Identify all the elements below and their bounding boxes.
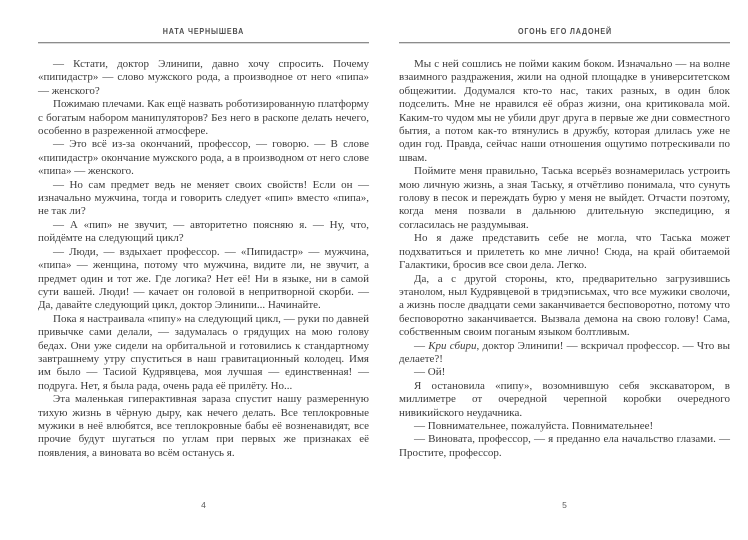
alien-phrase-italic: Кри сбири (428, 339, 477, 352)
paragraph: — Кстати, доктор Элинипи, давно хочу спросить. Почему «пипидастр» — слово мужского рода, а производное от него «пипа» — женского? (38, 58, 369, 97)
paragraph: — Но сам предмет ведь не меняет своих свойств! Если он — изначально мужчина, тогда и говорить следует «пип» вместо «пипа», не так ли? (38, 178, 369, 218)
left-header-rule (38, 42, 369, 44)
dialog-prefix: — (414, 339, 429, 352)
paragraph: — Виновата, профессор, — я преданно ела начальство глазами. — Простите, профессор. (399, 433, 730, 459)
left-running-header-text: НАТА ЧЕРНЫШЕВА (162, 26, 245, 36)
right-page-number: 5 (562, 500, 567, 510)
left-page-number: 4 (201, 500, 206, 510)
paragraph: — А «пип» не звучит, — авторитетно поясняю я. — Ну, что, пойдёмте на следующий цикл? (38, 218, 369, 245)
paragraph: Мы с ней сошлись не пойми каким боком. Изначально — на волне взаимного раздражения, жили на одной площадке в университетском общежитии. Додумался кто-то нас, таких разных, в один блок подселить. Мне не нравился её образ жизни, она критиковала мой. Каким-то чудом мы не убили друг друга в первые же дни совместного бытия, а потом как-то втянулись в дружбу, которая длилась уже не один год. Правда, сейчас наши отношения ощутимо потрескивали по швам. (399, 58, 730, 164)
paragraph: Поймите меня правильно, Таська всерьёз вознамерилась устроить мою личную жизнь, а зная Таську, я отчётливо понимала, что сунуть голову в песок и переждать бурю у меня не выйдет. Отчасти поэтому, когда меня позвали в дальнюю длительную экспедицию, я согласилась не раздумывая. (399, 165, 730, 231)
paragraph: Я остановила «пипу», возомнившую себя экскаватором, в миллиметре от очередной черепной коробки очередного нивикийского неудачника. (399, 379, 730, 419)
left-page-body (38, 58, 369, 460)
left-running-header (38, 24, 369, 36)
paragraph: Да, а с другой стороны, кто, предварительно загрузившись этанолом, ныл Кудрявцевой в тридэписьмах, что все мужики сволочи, а жизнь после двадцати семи заканчивается бесповоротно, потому что бесповоротно заканчивается. Вызвала демона на свою голову! Сама, собственным своим поганым языком болтливым. (399, 272, 730, 339)
paragraph: — Повнимательнее, пожалуйста. Повнимательнее! (414, 419, 654, 432)
paragraph: Пока я настраивала «пипу» на следующий цикл, — руки по давней привычке сами делали, — задумалась о грядущих на мою голову бедах. Они уже сидели на орбитальной и готовились к стандартному завтрашнему утру спуститься в наш гравитационный колодец. Имя им было — Тасиой Кудрявцева, моя лучшая — единственная! — подруга. Нет, я была рада, очень рада её прилёту. Но... (38, 312, 369, 392)
paragraph: — Ой! (414, 366, 446, 379)
paragraph: — Это всё из-за окончаний, профессор, — говорю. — В слове «пипидастр» окончание мужского рода, а в производном от него слове «пипа» — женского. (38, 138, 369, 178)
right-page (399, 24, 730, 524)
paragraph: Но я даже представить себе не могла, что Таська может подхватиться и прилететь ко мне лично! Сюда, на край обитаемой Галактики, бросив все свои дела. Легко. (399, 232, 730, 272)
paragraph-with-italic (399, 340, 730, 367)
paragraph: — Люди, — вздыхает профессор. — «Пипидастр» — мужчина, «пипа» — женщина, потому что мужчина, видите ли, не звучит, а предмет один и тот же. Где логика? Нет её! Ни в языке, ни в самой сути вашей. Люди! — качает он головой в непритворной скорби. — Да, давайте следующий цикл, доктор Элинипи... Начинайте. (38, 245, 369, 312)
right-running-header-text: ОГОНЬ ЕГО ЛАДОНЕЙ (517, 26, 612, 36)
dialog-rest: , доктор Элинипи! — вскричал профессор. — Что вы делаете?! (399, 339, 730, 365)
left-page (38, 24, 369, 524)
right-header-rule (399, 42, 730, 44)
paragraph: Эта маленькая гиперактивная зараза спустит нашу размеренную тихую жизнь в чёрную дыру, как нечего делать. Все теплокровные мужики в неё влюбятся, все теплокровные бабы её возненавидят, все прочие будут шугаться по углам при первых же признаках её появления, а виновата во всём останусь я. (38, 393, 369, 459)
right-running-header (399, 24, 730, 36)
right-page-body (399, 58, 730, 460)
paragraph: Пожимаю плечами. Как ещё назвать роботизированную платформу с богатым набором манипуляторов? Без него в раскопе делать нечего, особенно в разреженной атмосфере. (38, 98, 369, 138)
